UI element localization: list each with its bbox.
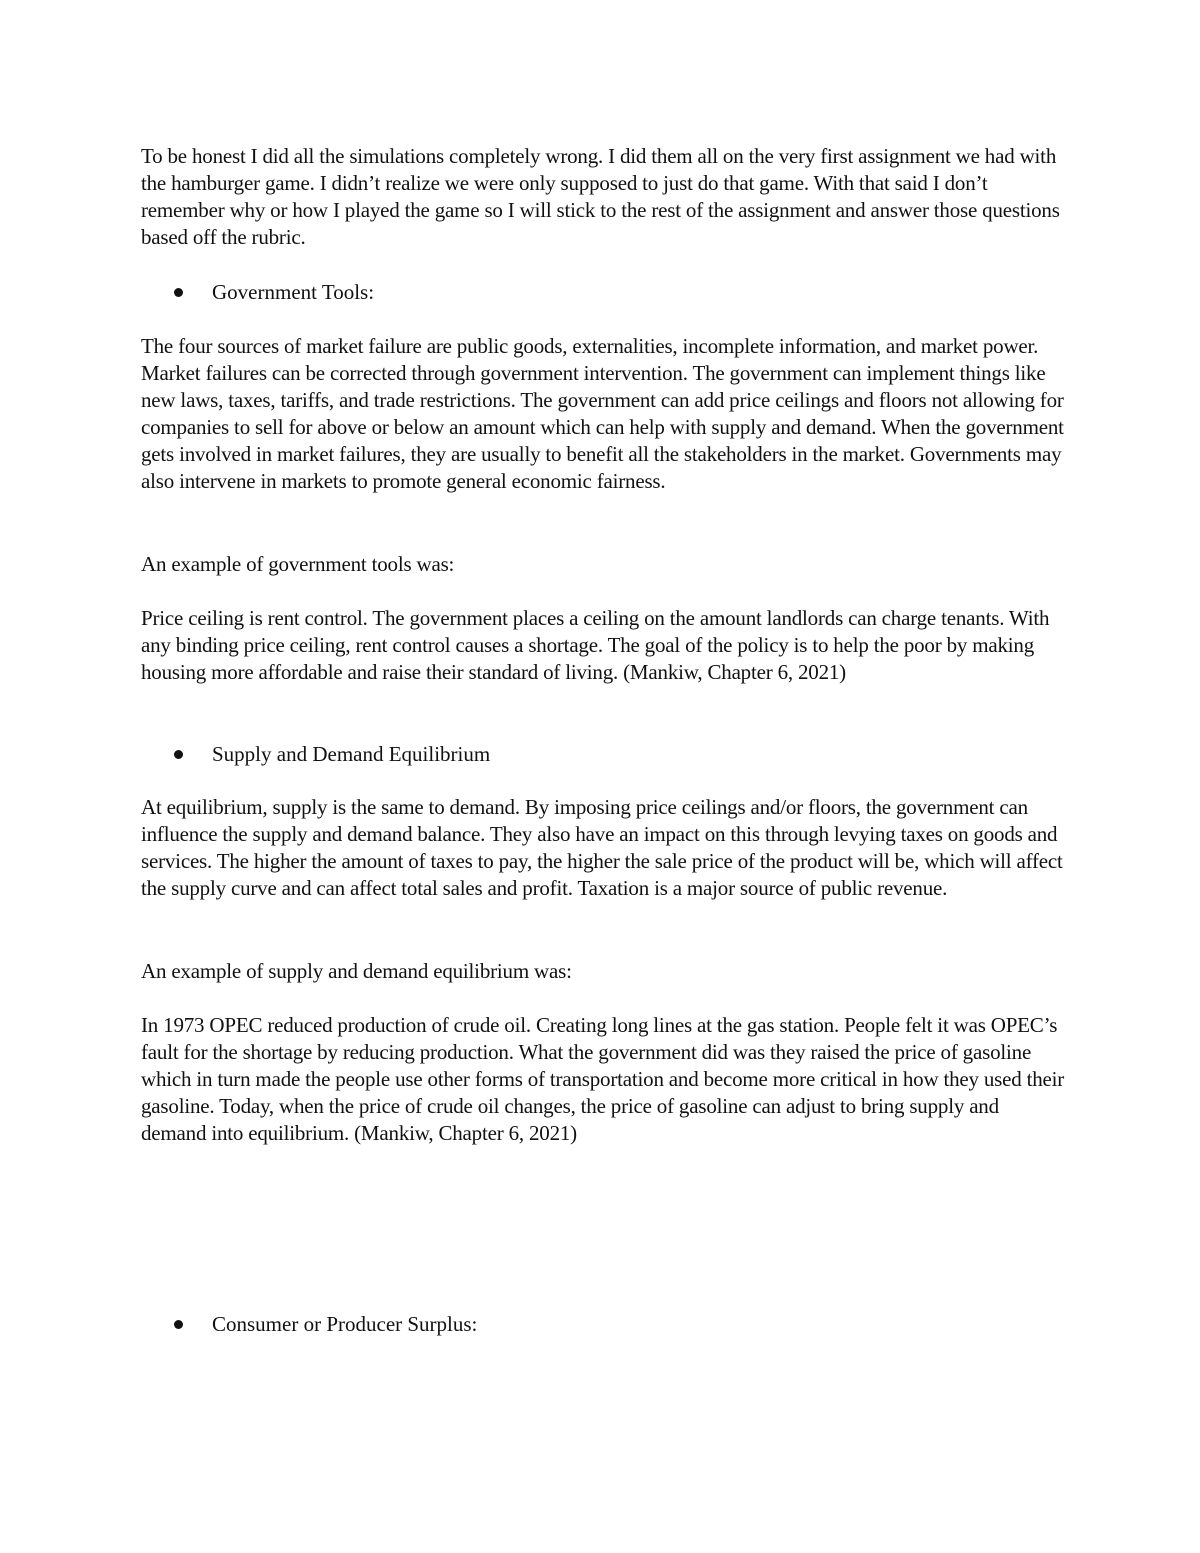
bullet-surplus xyxy=(174,1311,477,1338)
bullet-supply-demand xyxy=(174,741,490,768)
supply-demand-example-label: An example of supply and demand equilibrium was: xyxy=(141,959,572,983)
supply-demand-paragraph: At equilibrium, supply is the same to demand. By imposing price ceilings and/or floors, the government can influence the supply and demand balance. They also have an impact on this through levying taxes on goods and services. The higher the amount of taxes to pay, the higher the sale price of the product will be, which will affect the supply curve and can affect total sales and profit. Taxation is a major source of public revenue. xyxy=(141,795,1063,900)
bullet-government-tools-label: Government Tools: xyxy=(212,280,375,304)
supply-demand-example-paragraph: In 1973 OPEC reduced production of crude oil. Creating long lines at the gas station. People felt it was OPEC’s fault for the shortage by reducing production. What the government did was they raised the price of gasoline which in turn made the people use other forms of transportation and become more critical in how they used their gasoline. Today, when the price of crude oil changes, the price of gasoline can adjust to bring supply and demand into equilibrium. (Mankiw, Chapter 6, 2021) xyxy=(141,1013,1065,1145)
bullet-government-tools xyxy=(174,279,374,306)
bullet-supply-demand-label: Supply and Demand Equilibrium xyxy=(212,742,491,766)
bullet-surplus-label: Consumer or Producer Surplus: xyxy=(212,1312,478,1336)
government-tools-example-label: An example of government tools was: xyxy=(141,552,455,576)
bullet-dot-icon xyxy=(174,288,183,297)
government-tools-example-paragraph: Price ceiling is rent control. The government places a ceiling on the amount landlords can charge tenants. With any binding price ceiling, rent control causes a shortage. The goal of the policy is to help the poor by making housing more affordable and raise their standard of living. (Mankiw, Chapter 6, 2021) xyxy=(141,606,1050,684)
intro-paragraph: To be honest I did all the simulations completely wrong. I did them all on the very first assignment we had with the hamburger game. I didn’t realize we were only supposed to just do that game. With that said I don’t remember why or how I played the game so I will stick to the rest of the assignment and answer those questions based off the rubric. xyxy=(141,144,1060,249)
bullet-dot-icon xyxy=(174,1320,183,1329)
bullet-dot-icon xyxy=(174,750,183,759)
government-tools-paragraph: The four sources of market failure are public goods, externalities, incomplete information, and market power. Market failures can be corrected through government intervention. The government can implement things like new laws, taxes, tariffs, and trade restrictions. The government can add price ceilings and floors not allowing for companies to sell for above or below an amount which can help with supply and demand. When the government gets involved in market failures, they are usually to benefit all the stakeholders in the market. Governments may also intervene in markets to promote general economic fairness. xyxy=(141,334,1064,493)
